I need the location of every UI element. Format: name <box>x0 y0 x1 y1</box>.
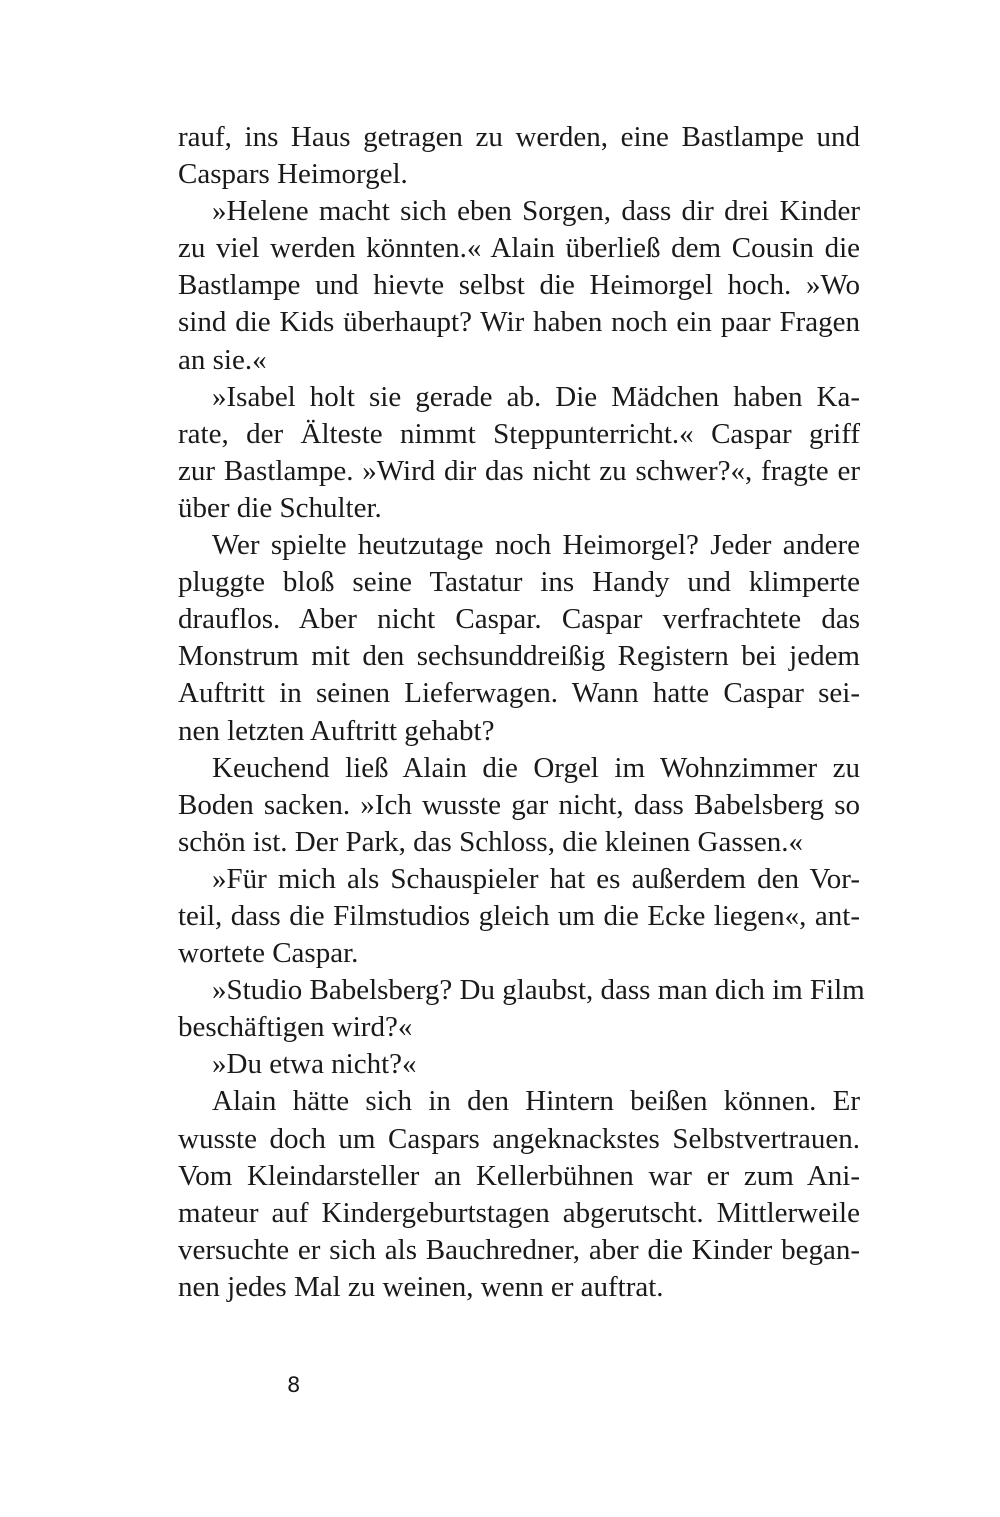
text-line: Vom Kleindarsteller an Kellerbühnen war er zum Ani- <box>178 1159 860 1192</box>
text-line: beschäftigen wird?« <box>178 1011 413 1044</box>
text-line: »Für mich als Schauspieler hat es außerdem den Vor- <box>212 862 860 895</box>
text-line: wusste doch um Caspars angeknackstes Selbstvertrauen. <box>178 1122 860 1155</box>
text-line: Caspars Heimorgel. <box>178 158 408 191</box>
text-line: nen jedes Mal zu weinen, wenn er auftrat. <box>178 1270 664 1303</box>
text-line: Wer spielte heutzutage noch Heimorgel? Jeder andere <box>212 529 860 562</box>
text-line: »Du etwa nicht?« <box>212 1048 417 1081</box>
text-line: »Studio Babelsberg? Du glaubst, dass man dich im Film <box>212 974 865 1007</box>
text-line: rate, der Älteste nimmt Steppunterricht.« Caspar griff <box>178 417 860 450</box>
text-line: »Helene macht sich eben Sorgen, dass dir drei Kinder <box>212 195 860 228</box>
text-line: zur Bastlampe. »Wird dir das nicht zu schwer?«, fragte er <box>178 454 860 487</box>
body-text <box>178 119 865 1306</box>
text-line: rauf, ins Haus getragen zu werden, eine Bastlampe und <box>178 121 860 153</box>
page-number: 8 <box>287 1373 301 1397</box>
text-line: Alain hätte sich in den Hintern beißen können. Er <box>212 1085 860 1118</box>
text-line: wortete Caspar. <box>178 937 359 970</box>
text-line: versuchte er sich als Bauchredner, aber die Kinder began- <box>178 1233 860 1266</box>
text-line: Boden sacken. »Ich wusste gar nicht, dass Babelsberg so <box>178 788 860 821</box>
text-line: sind die Kids überhaupt? Wir haben noch ein paar Fragen <box>178 306 860 339</box>
text-line: pluggte bloß seine Tastatur ins Handy und klimperte <box>178 566 860 599</box>
text-line: Auftritt in seinen Lieferwagen. Wann hatte Caspar sei- <box>178 677 860 710</box>
text-line: schön ist. Der Park, das Schloss, die kleinen Gassen.« <box>178 825 804 858</box>
text-line: teil, dass die Filmstudios gleich um die Ecke liegen«, ant- <box>178 899 860 932</box>
text-line: an sie.« <box>178 343 267 376</box>
text-line: nen letzten Auftritt gehabt? <box>178 714 495 747</box>
text-line: Monstrum mit den sechsunddreißig Registern bei jedem <box>178 640 860 673</box>
text-line: mateur auf Kindergeburtstagen abgerutscht. Mittlerweile <box>178 1196 860 1229</box>
text-line: Bastlampe und hievte selbst die Heimorgel hoch. »Wo <box>178 269 860 302</box>
text-line: drauflos. Aber nicht Caspar. Caspar verfrachtete das <box>178 603 860 636</box>
text-line: über die Schulter. <box>178 491 382 524</box>
text-line: zu viel werden könnten.« Alain überließ dem Cousin die <box>178 232 860 265</box>
text-line: »Isabel holt sie gerade ab. Die Mädchen haben Ka- <box>212 380 860 413</box>
text-line: Keuchend ließ Alain die Orgel im Wohnzimmer zu <box>212 751 860 784</box>
